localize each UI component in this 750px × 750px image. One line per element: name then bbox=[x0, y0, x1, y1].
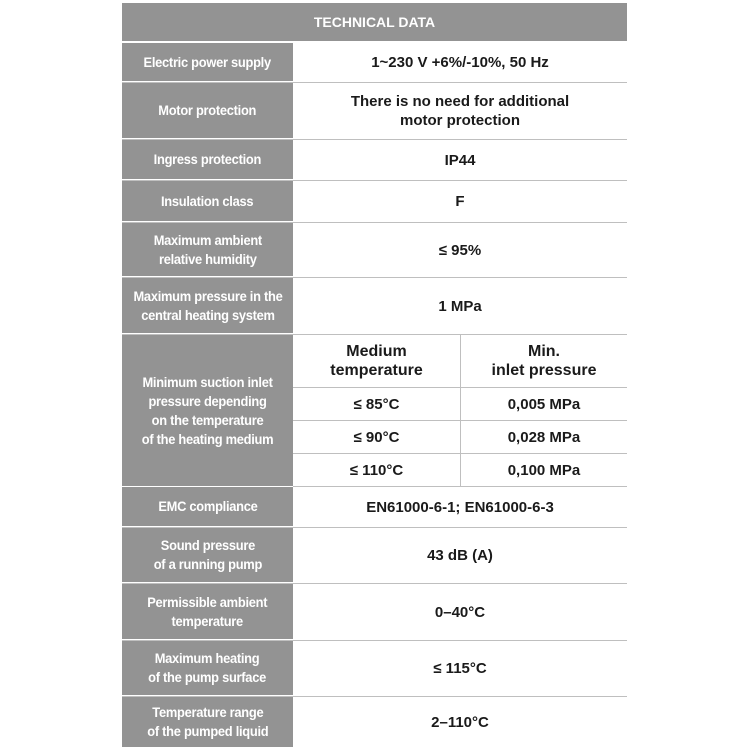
row-value: EN61000-6-1; EN61000-6-3 bbox=[366, 498, 554, 516]
row-motor-protection bbox=[122, 83, 627, 140]
row-value: ≤ 115°C bbox=[433, 660, 487, 677]
suction-subtable-row bbox=[293, 388, 627, 421]
row-liquid-temperature-range bbox=[122, 697, 627, 747]
row-label: Insulation class bbox=[122, 181, 293, 222]
row-value: ≤ 95% bbox=[438, 241, 482, 259]
inlet-pressure-cell: 0,005 MPa bbox=[507, 395, 581, 413]
row-label: Maximum ambient relative humidity bbox=[122, 223, 293, 277]
row-label: Maximum heating of the pump surface bbox=[122, 641, 293, 696]
medium-temperature-cell: ≤ 90°C bbox=[293, 421, 461, 453]
row-label: Permissible ambient temperature bbox=[122, 584, 293, 640]
row-value: 1 MPa bbox=[438, 297, 482, 315]
suction-subtable-header bbox=[293, 335, 627, 388]
row-emc-compliance bbox=[122, 487, 627, 528]
row-label: Temperature range of the pumped liquid bbox=[122, 697, 293, 747]
row-value: 2–110°C bbox=[431, 713, 489, 731]
row-value: 1~230 V +6%/-10%, 50 Hz bbox=[371, 54, 549, 71]
row-label: Electric power supply bbox=[122, 43, 293, 82]
row-label: Ingress protection bbox=[122, 140, 293, 180]
row-insulation-class bbox=[122, 181, 627, 223]
row-label: Sound pressure of a running pump bbox=[122, 528, 293, 583]
row-ingress-protection bbox=[122, 140, 627, 181]
row-max-pressure bbox=[122, 278, 627, 335]
row-sound-pressure bbox=[122, 528, 627, 584]
row-label: Maximum pressure in the central heating system bbox=[122, 278, 293, 334]
row-value: There is no need for additional motor protection bbox=[350, 93, 570, 129]
row-label: EMC compliance bbox=[122, 487, 293, 527]
row-relative-humidity bbox=[122, 223, 627, 278]
row-value: 0–40°C bbox=[434, 603, 486, 621]
row-ambient-temperature bbox=[122, 584, 627, 641]
row-label: Minimum suction inlet pressure depending on the temperature of the heating medium bbox=[122, 335, 293, 487]
row-surface-heating bbox=[122, 641, 627, 697]
table-title: TECHNICAL DATA bbox=[313, 14, 436, 30]
row-min-suction-pressure bbox=[122, 335, 627, 487]
row-value: F bbox=[455, 193, 465, 210]
table-header bbox=[122, 3, 627, 43]
row-value: 43 dB (A) bbox=[427, 547, 493, 564]
row-electric-power-supply bbox=[122, 43, 627, 83]
min-inlet-pressure-header: Min. inlet pressure bbox=[491, 343, 597, 379]
inlet-pressure-cell: 0,100 MPa bbox=[507, 461, 581, 479]
medium-temperature-cell: ≤ 85°C bbox=[293, 388, 461, 420]
suction-subtable-row bbox=[293, 421, 627, 454]
suction-subtable-row bbox=[293, 454, 627, 487]
medium-temperature-cell: ≤ 110°C bbox=[293, 454, 461, 486]
row-label: Motor protection bbox=[122, 83, 293, 139]
technical-data-table bbox=[122, 3, 627, 747]
medium-temperature-header: Medium temperature bbox=[293, 335, 461, 387]
row-value: IP44 bbox=[444, 151, 476, 169]
inlet-pressure-cell: 0,028 MPa bbox=[507, 428, 581, 446]
